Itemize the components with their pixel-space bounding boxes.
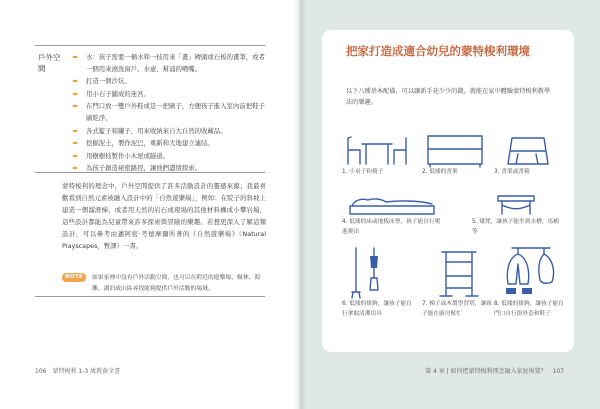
- equipment-item: 8. 低矮的掛鉤，讓孩子能自門口自行掛外套和鞋子: [494, 242, 568, 319]
- table-chairs-icon: [342, 124, 412, 168]
- note-text: 如果家裡中沒有戶外活動空間，也可以在附近的遊樂場、樹林、海灘、湖泊或山區尋找能夠提供戶外活動的場域。: [92, 275, 261, 292]
- section-label: 戶外空間: [38, 53, 61, 73]
- arrow-icon: ➠: [72, 126, 78, 135]
- list-item: ➠ 水：孩子需要一桶水和一枝用來「畫」磚頭或石板的畫筆，或者一個用來澆洗窗戶、水壺、幫浦的噴嘴。: [72, 53, 265, 73]
- book-gutter: [294, 0, 306, 409]
- book-title: 蒙特梭利 1-3 歲教養全書: [52, 368, 121, 375]
- equipment-item: 5. 矮凳，讓孩子能坐到水槽、馬桶等: [472, 182, 562, 237]
- info-card: [322, 30, 574, 352]
- arrow-icon: ➠: [72, 139, 78, 148]
- cleaning-hooks-icon: [342, 242, 414, 300]
- page-number: 107: [552, 368, 564, 375]
- divider: [35, 45, 265, 46]
- coat-hooks-icon: [494, 242, 568, 300]
- stool-icon: [472, 182, 562, 218]
- list-item: ➠ 挖掘泥土，製作泥巴，重新和大地建立連結。: [72, 138, 266, 150]
- arrow-icon: ➠: [72, 77, 78, 86]
- equipment-item: 4. 低矮的床或地板床墊，孩子能自行爬進爬出: [342, 182, 442, 237]
- floor-bed-icon: [342, 182, 442, 218]
- arrow-icon: ➠: [72, 89, 78, 98]
- page-footer: [35, 366, 126, 375]
- card-intro: 以下八種基本配備，可以讓新手花少少的錢，就能在家中體驗蒙特梭利教學法的樂趣。: [346, 88, 551, 106]
- learning-tower-icon: [422, 242, 496, 300]
- bookshelf-icon: [422, 124, 488, 168]
- equipment-item: 2. 低矮的書架: [422, 124, 488, 178]
- arrow-icon: ➠: [72, 53, 78, 61]
- equipment-item: 6. 低矮的掛鉤，讓孩子能自行拿取清潔用具: [342, 242, 414, 319]
- page-number: 106: [35, 368, 47, 375]
- divider: [35, 172, 265, 173]
- list-item: ➠ 在門口放一雙戶外鞋或是一把刷子，方便孩子進入室內前把鞋子刷乾淨。: [72, 102, 265, 122]
- body-paragraph: 蒙特梭利的理念中，戶外空間提供了許多活動設計的靈感來源；我最喜歡看到自然元素被融入設計中的「自然遊樂場」，例如：在院子的斜坡上建造一個溜滑梯，或者用天然的岩石或現場的其他材料構成小攀岩場，這些設計都能為兒童帶來許多探索與冒險的樂趣。若想更深入了解這類設計，可以參考由邁阿密·考德摩爾所著的《自然遊樂場》（Natural Playscapes，暫譯）一書。: [62, 182, 266, 250]
- note-tag: NOTE: [62, 273, 86, 282]
- arrow-icon: ➠: [72, 164, 78, 173]
- list-item: ➠ 用小石子鋪成的迷宮。: [72, 89, 266, 101]
- chapter-title: 第 4 章 | 如何把蒙特梭利理念融入家庭佈置？: [425, 368, 547, 375]
- equipment-item: 7. 梯子或木製學習塔，讓孩子能在廚房幫忙: [422, 242, 496, 319]
- divider: [35, 296, 265, 297]
- bullet-list: [72, 52, 266, 176]
- equipment-item: 3. 書架或書箱: [494, 124, 564, 178]
- arrow-icon: ➠: [72, 102, 78, 111]
- equipment-item: 1. 小桌子和椅子: [342, 124, 412, 178]
- arrow-icon: ➠: [72, 151, 78, 160]
- book-box-icon: [494, 124, 564, 168]
- list-item: ➠ 用樹樹枝製作小木屋或隧道。: [72, 151, 266, 163]
- list-item: ➠ 打造一個沙坑。: [72, 76, 266, 88]
- page-footer: [419, 366, 564, 375]
- card-title: 把家打造成適合幼兒的蒙特梭利環境: [346, 44, 530, 58]
- list-item: ➠ 各式籃子和罐子，用來收納來自大自然的收藏品。: [72, 126, 266, 138]
- list-item: ➠ 為孩子創造祕密路徑，讓他們盡情探索。: [72, 163, 266, 175]
